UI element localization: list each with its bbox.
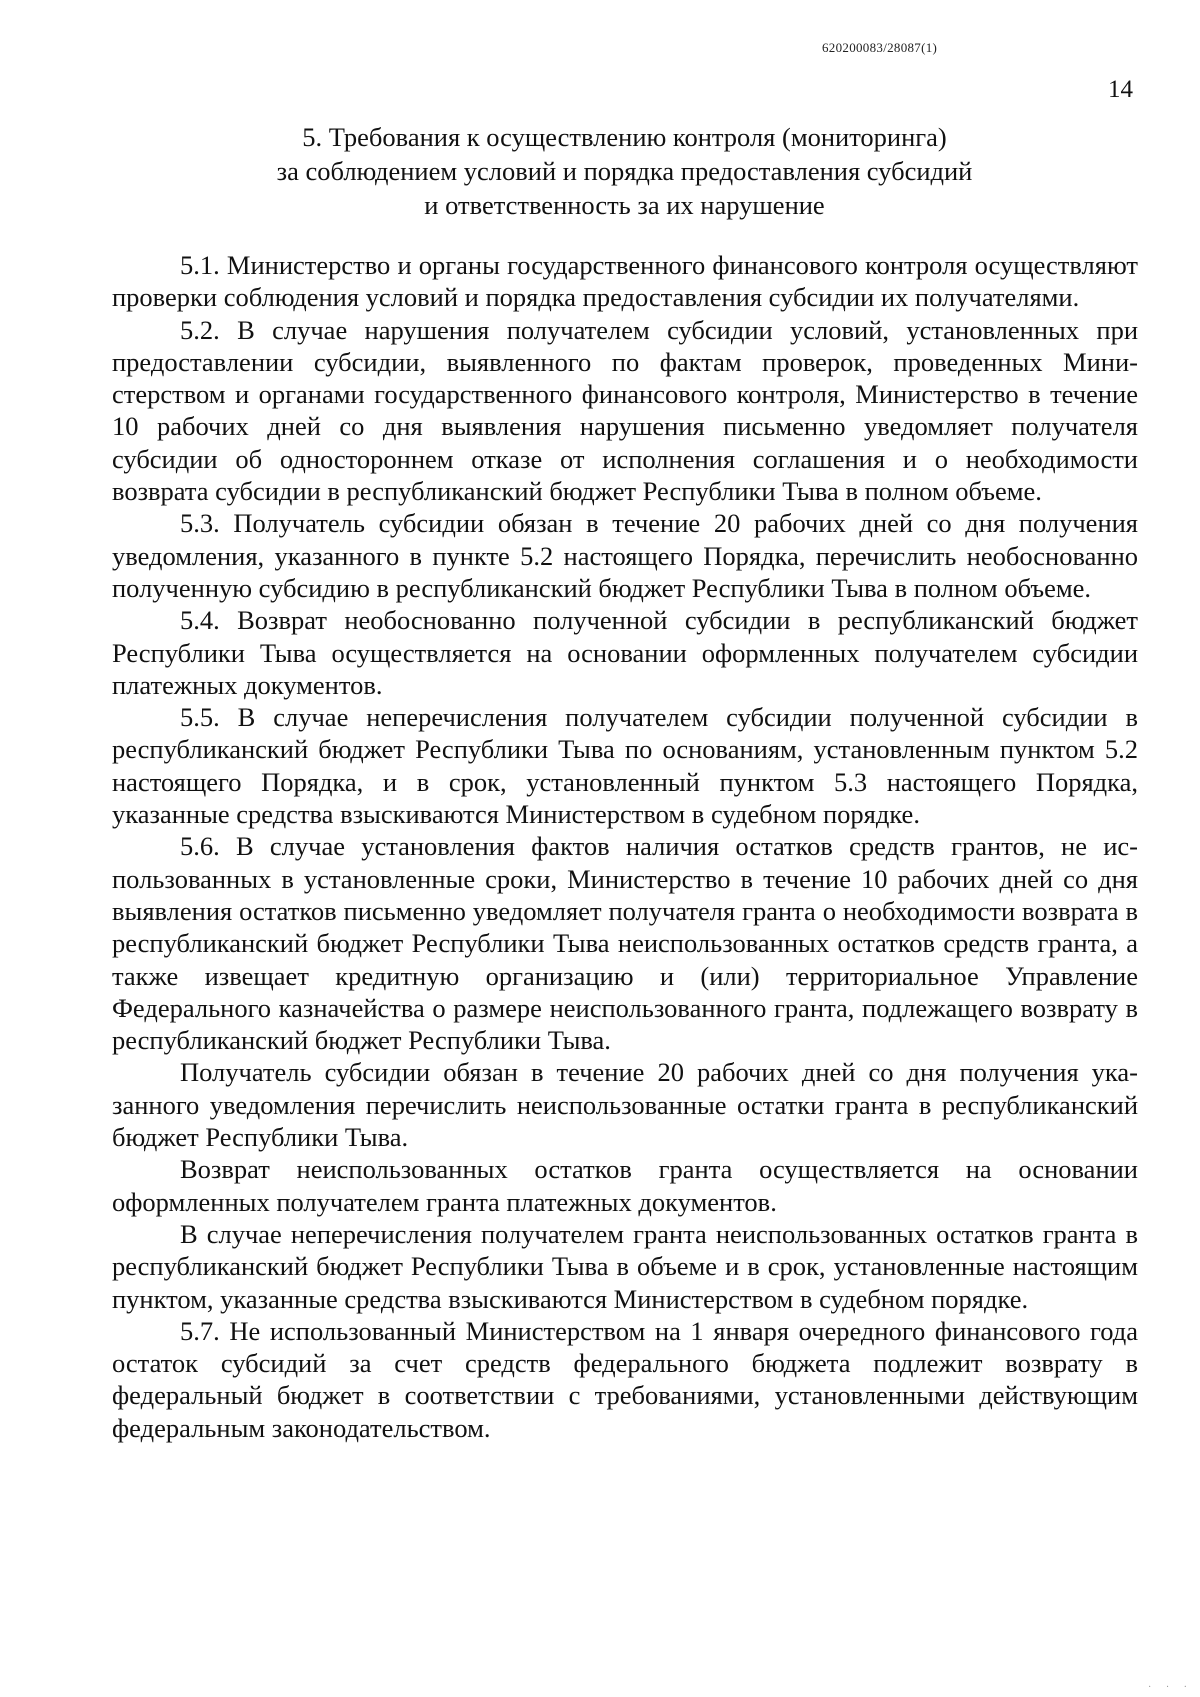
paragraph-5-5: 5.5. В случае неперечисления получателем субсидии полученной субсидии в республиканский бюджет Республики Тыва по основаниям, установленным пунктом 5.2 настоящего Порядка, и в срок, установленный пунктом 5.3 настоящего Порядка, указанные средства взыскиваются Министерством в судебном порядке. (112, 702, 1138, 830)
section-title-line: 5. Требования к осуществлению контроля (мониторинга) (302, 122, 947, 152)
paragraph-5-4: 5.4. Возврат необоснованно полученной субсидии в республиканский бюджет Республики Тыва осуществляется на основании оформленных получателем субсидии платежных документов. (112, 605, 1138, 700)
section-title-line: за соблюдением условий и порядка предоставления субсидий (276, 156, 973, 186)
scan-artifact: · · · (1148, 1682, 1193, 1693)
paragraph-5-7: 5.7. Не использованный Министерством на 1 января очередного финансового года остаток субсидий за счет средств федерального бюджета подлежит возврату в федеральный бюджет в соответствии с требованиями, установленными действующим федеральным законодательством. (112, 1315, 1138, 1443)
section-title (112, 120, 1137, 222)
section-title-line: и ответственность за их нарушение (424, 190, 825, 220)
paragraph-5-6-grant-return: Возврат неиспользованных остатков гранта осуществляется на основании оформленных получателем гранта платежных документов. (112, 1154, 1138, 1217)
document-code: 620200083/28087(1) (822, 40, 938, 55)
paragraph-5-6: 5.6. В случае установления фактов наличия остатков средств грантов, не использованных в установленные сроки, Министерство в течение 10 рабочих дней со дня выявления остатков письменно уведомляет получателя гранта о необходимости возврата в республиканский бюджет Республики Тыва неиспользованных остатков средств гранта, а также извещает кредитную организацию и (или) территориальное Управление Федерального казначейства о размере неиспользованного гранта, подлежащего возврату в республиканский бюджет Республики Тыва. (112, 831, 1138, 1056)
page-number: 14 (1108, 76, 1133, 103)
paragraph-5-6-court-recovery: В случае неперечисления получателем гранта неиспользованных остатков гранта в республиканский бюджет Республики Тыва в объеме и в срок, установленные настоящим пунктом, указанные средства взыскиваются Министерством в судебном порядке. (112, 1218, 1138, 1314)
paragraph-5-3: 5.3. Получатель субсидии обязан в течение 20 рабочих дней со дня получения уведомления, указанного в пункте 5.2 настоящего Порядка, перечислить необоснованно полученную субсидию в республиканский бюджет Республики Тыва в полном объеме. (112, 508, 1138, 603)
paragraph-5-2: 5.2. В случае нарушения получателем субсидии условий, установленных при предоставлении субсидии, выявленного по фактам проверок, проведенных Министерством и органами государственного финансового контроля, Министерство в течение 10 рабочих дней со дня выявления нарушения письменно уведомляет получателя субсидии об одностороннем отказе от исполнения соглашения и о необходимости возврата субсидии в республиканский бюджет Республики Тыва в полном объеме. (112, 314, 1138, 507)
paragraph-5-6-recipient-obligation: Получатель субсидии обязан в течение 20 рабочих дней со дня получения указанного уведомления перечислить неиспользованные остатки гранта в республиканский бюджет Республики Тыва. (112, 1057, 1138, 1153)
section-body (112, 249, 1138, 1444)
paragraph-5-1: 5.1. Министерство и органы государственного финансового контроля осуществляют проверки соблюдения условий и порядка предоставления субсидии их получателями. (112, 250, 1138, 313)
